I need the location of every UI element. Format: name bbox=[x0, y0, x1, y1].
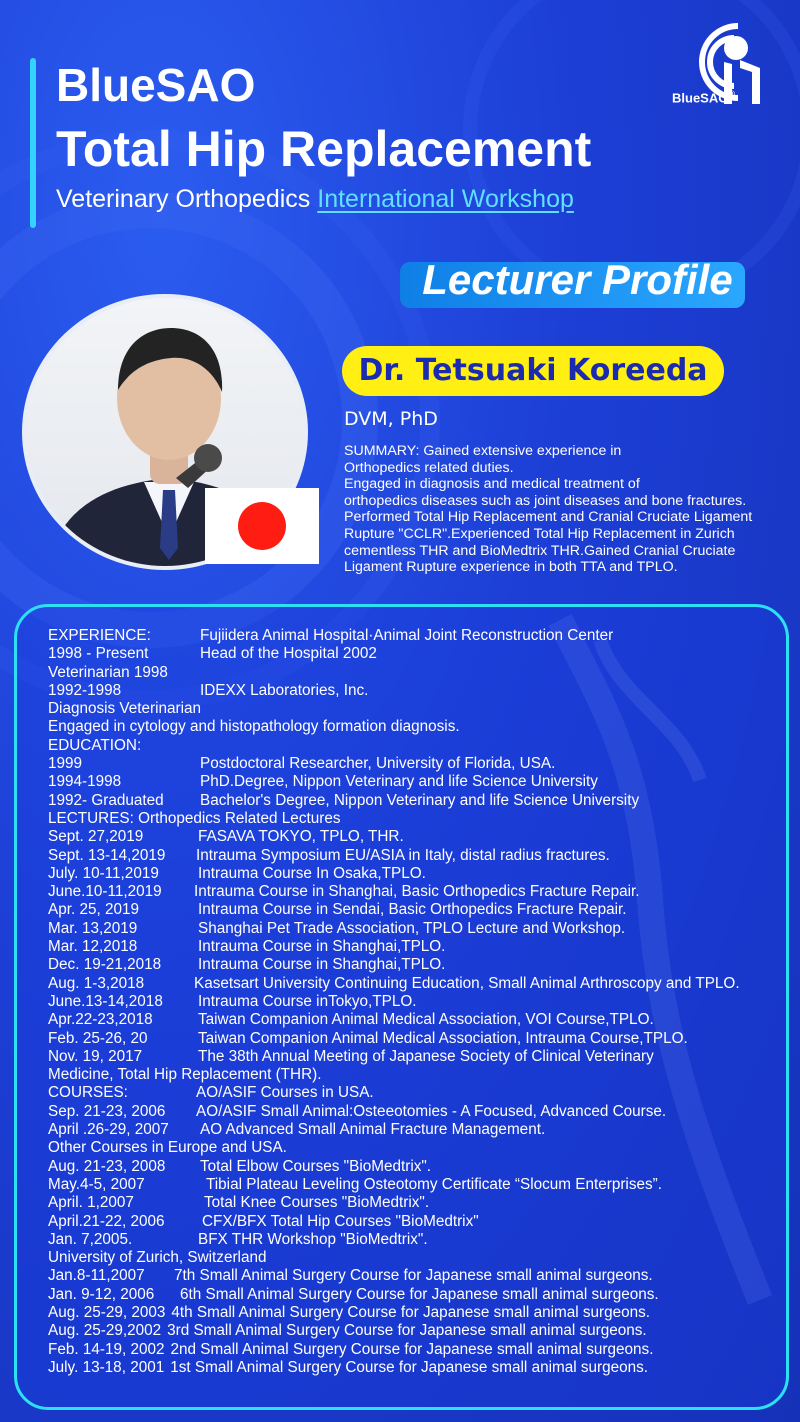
summary-line: Ligament Rupture experience in both TTA and TPLO. bbox=[344, 559, 678, 576]
timeline-row bbox=[48, 1304, 788, 1322]
timeline-value: 4th Small Animal Surgery Course for Japanese small animal surgeons. bbox=[171, 1303, 651, 1321]
timeline-value: Fujiidera Animal Hospital·Animal Joint Reconstruction Center bbox=[200, 627, 614, 644]
summary-line: Engaged in diagnosis and medical treatment of bbox=[344, 476, 640, 493]
timeline-value: Taiwan Companion Animal Medical Association, VOI Course,TPLO. bbox=[198, 1011, 654, 1029]
timeline-row bbox=[48, 1030, 788, 1048]
timeline-value: 6th Small Animal Surgery Course for Japanese small animal surgeons. bbox=[180, 1285, 659, 1303]
timeline-value: 7th Small Animal Surgery Course for Japanese small animal surgeons. bbox=[174, 1267, 653, 1285]
timeline-key: Nov. 19, 2017 bbox=[48, 1047, 143, 1065]
summary-line: cementless THR and BioMedtrix THR.Gained Cranial Cruciate bbox=[344, 542, 736, 559]
timeline-key: 1998 - Present bbox=[48, 645, 149, 663]
summary-line: Performed Total Hip Replacement and Cranial Cruciate Ligament bbox=[344, 509, 753, 526]
timeline-key: Engaged in cytology and histopathology formation diagnosis. bbox=[48, 718, 460, 736]
timeline-value: Head of the Hospital 2002 bbox=[200, 645, 377, 663]
timeline-row bbox=[48, 664, 788, 682]
timeline-key: June.13-14,2018 bbox=[48, 992, 163, 1010]
timeline-value: Total Elbow Courses "BioMedtrix". bbox=[200, 1157, 432, 1175]
timeline-key: April.21-22, 2006 bbox=[48, 1212, 165, 1230]
timeline-value: Postdoctoral Researcher, University of Florida, USA. bbox=[200, 755, 556, 773]
timeline-row bbox=[48, 1011, 788, 1029]
timeline-value: IDEXX Laboratories, Inc. bbox=[200, 681, 369, 699]
title-main: Total Hip Replacement bbox=[56, 121, 592, 177]
timeline-key: Sept. 27,2019 bbox=[48, 828, 144, 846]
timeline-row bbox=[48, 718, 788, 736]
timeline-row bbox=[48, 847, 788, 865]
timeline-key: Feb. 25-26, 20 bbox=[48, 1029, 148, 1047]
subtitle-plain: Veterinary Orthopedics bbox=[56, 185, 311, 213]
timeline-row bbox=[48, 627, 788, 645]
flag-sun-disc bbox=[238, 502, 286, 550]
timeline-row bbox=[48, 1194, 788, 1212]
timeline-key: 1994-1998 bbox=[48, 773, 122, 791]
timeline-value: The 38th Annual Meeting of Japanese Society of Clinical Veterinary bbox=[198, 1047, 654, 1065]
timeline-key: Aug. 25-29, 2003 bbox=[48, 1303, 166, 1321]
profile-heading: Lecturer Profile bbox=[422, 256, 733, 303]
timeline-row bbox=[48, 993, 788, 1011]
timeline-row bbox=[48, 975, 788, 993]
timeline-value: Intrauma Course In Osaka,TPLO. bbox=[198, 864, 426, 882]
timeline-key: April. 1,2007 bbox=[48, 1194, 134, 1212]
timeline-row bbox=[48, 938, 788, 956]
timeline-value: AO/ASIF Courses in USA. bbox=[196, 1084, 374, 1102]
timeline-key: LECTURES: Orthopedics Related Lectures bbox=[48, 809, 341, 827]
timeline-row bbox=[48, 755, 788, 773]
subtitle bbox=[56, 185, 574, 214]
timeline-row bbox=[48, 1213, 788, 1231]
subtitle-highlight: International Workshop bbox=[317, 185, 574, 213]
timeline-row bbox=[48, 1084, 788, 1102]
timeline-key: Medicine, Total Hip Replacement (THR). bbox=[48, 1066, 322, 1084]
timeline-row bbox=[48, 645, 788, 663]
timeline-row bbox=[48, 920, 788, 938]
logo-text: BlueSAO® bbox=[672, 89, 735, 106]
timeline-key: Mar. 12,2018 bbox=[48, 938, 138, 956]
timeline-value: Intrauma Symposium EU/ASIA in Italy, distal radius fractures. bbox=[196, 846, 610, 864]
lecturer-summary bbox=[344, 443, 784, 576]
summary-line: Orthopedics related duties. bbox=[344, 459, 514, 476]
timeline-key: Veterinarian 1998 bbox=[48, 663, 168, 681]
timeline-value: Intrauma Course in Sendai, Basic Orthopedics Fracture Repair. bbox=[198, 901, 627, 919]
timeline-value: Bachelor's Degree, Nippon Veterinary and life Science University bbox=[200, 791, 640, 809]
summary-line: Rupture "CCLR".Experienced Total Hip Replacement in Zurich bbox=[344, 525, 735, 542]
timeline-value: PhD.Degree, Nippon Veterinary and life Science University bbox=[200, 773, 598, 791]
timeline-value: Intrauma Course in Shanghai,TPLO. bbox=[198, 938, 446, 956]
timeline-key: Aug. 25-29,2002 bbox=[48, 1322, 162, 1340]
timeline-row bbox=[48, 1267, 788, 1285]
timeline-row bbox=[48, 682, 788, 700]
timeline-value: CFX/BFX Total Hip Courses "BioMedtrix" bbox=[202, 1212, 479, 1230]
timeline-row bbox=[48, 792, 788, 810]
timeline-key: Other Courses in Europe and USA. bbox=[48, 1139, 287, 1157]
timeline-row bbox=[48, 1139, 788, 1157]
timeline-value: FASAVA TOKYO, TPLO, THR. bbox=[198, 828, 404, 846]
timeline-key: Feb. 14-19, 2002 bbox=[48, 1340, 165, 1358]
lecturer-name: Dr. Tetsuaki Koreeda bbox=[342, 346, 724, 396]
timeline-row bbox=[48, 1066, 788, 1084]
timeline-key: 1992- Graduated bbox=[48, 791, 164, 809]
timeline-row bbox=[48, 901, 788, 919]
timeline-row bbox=[48, 828, 788, 846]
timeline-key: Sep. 21-23, 2006 bbox=[48, 1102, 166, 1120]
timeline-row bbox=[48, 1176, 788, 1194]
timeline-key: 1992-1998 bbox=[48, 681, 122, 699]
timeline-value: AO Advanced Small Animal Fracture Management. bbox=[200, 1121, 546, 1139]
timeline-row bbox=[48, 1322, 788, 1340]
timeline-key: EDUCATION: bbox=[48, 736, 142, 754]
timeline-row bbox=[48, 1286, 788, 1304]
timeline-key: Apr. 25, 2019 bbox=[48, 901, 140, 919]
timeline-row bbox=[48, 865, 788, 883]
timeline-value: Kasetsart University Continuing Education, Small Animal Arthroscopy and TPLO. bbox=[194, 974, 740, 992]
timeline-key: Jan.8-11,2007 bbox=[48, 1267, 145, 1285]
timeline-row bbox=[48, 1103, 788, 1121]
timeline-value: Intrauma Course in Shanghai,TPLO. bbox=[198, 956, 446, 974]
summary-line: orthopedics diseases such as joint diseases and bone fractures. bbox=[344, 492, 747, 509]
title-brand: BlueSAO bbox=[56, 59, 256, 111]
timeline-key: Mar. 13,2019 bbox=[48, 919, 138, 937]
timeline-key: Diagnosis Veterinarian bbox=[48, 700, 202, 718]
timeline-row bbox=[48, 1158, 788, 1176]
timeline-key: July. 13-18, 2001 bbox=[48, 1358, 165, 1376]
timeline-value: 3rd Small Animal Surgery Course for Japanese small animal surgeons. bbox=[167, 1322, 647, 1340]
timeline-row bbox=[48, 700, 788, 718]
timeline-value: Shanghai Pet Trade Association, TPLO Lecture and Workshop. bbox=[198, 919, 626, 937]
timeline-key: Jan. 7,2005. bbox=[48, 1230, 133, 1248]
timeline-key: Aug. 21-23, 2008 bbox=[48, 1157, 166, 1175]
timeline-key: April .26-29, 2007 bbox=[48, 1121, 169, 1139]
timeline-row bbox=[48, 956, 788, 974]
timeline-row bbox=[48, 1249, 788, 1267]
timeline-key: University of Zurich, Switzerland bbox=[48, 1249, 267, 1267]
timeline-key: May.4-5, 2007 bbox=[48, 1175, 145, 1193]
timeline-value: Taiwan Companion Animal Medical Association, Intrauma Course,TPLO. bbox=[198, 1029, 688, 1047]
timeline-row bbox=[48, 810, 788, 828]
timeline-row bbox=[48, 773, 788, 791]
timeline-value: Tibial Plateau Leveling Osteotomy Certificate “Slocum Enterprises”. bbox=[206, 1175, 662, 1193]
title-accent-bar bbox=[30, 58, 36, 228]
experience-timeline bbox=[48, 627, 788, 1377]
timeline-key: 1999 bbox=[48, 755, 83, 773]
timeline-value: Intrauma Course in Shanghai, Basic Orthopedics Fracture Repair. bbox=[194, 883, 640, 901]
timeline-key: Sept. 13-14,2019 bbox=[48, 846, 166, 864]
japan-flag-icon bbox=[205, 488, 319, 564]
timeline-row bbox=[48, 883, 788, 901]
timeline-key: July. 10-11,2019 bbox=[48, 864, 159, 882]
timeline-row bbox=[48, 1121, 788, 1139]
timeline-value: Total Knee Courses "BioMedtrix". bbox=[204, 1194, 430, 1212]
timeline-row bbox=[48, 1048, 788, 1066]
timeline-key: Jan. 9-12, 2006 bbox=[48, 1285, 155, 1303]
timeline-value: 2nd Small Animal Surgery Course for Japanese small animal surgeons. bbox=[170, 1340, 654, 1358]
timeline-row bbox=[48, 737, 788, 755]
timeline-row bbox=[48, 1359, 788, 1377]
timeline-key: June.10-11,2019 bbox=[48, 883, 162, 901]
timeline-value: Intrauma Course inTokyo,TPLO. bbox=[198, 992, 417, 1010]
timeline-value: BFX THR Workshop "BioMedtrix". bbox=[198, 1230, 428, 1248]
timeline-key: EXPERIENCE: bbox=[48, 627, 151, 644]
timeline-key: COURSES: bbox=[48, 1084, 128, 1102]
lecturer-degree: DVM, PhD bbox=[344, 408, 438, 430]
timeline-key: Apr.22-23,2018 bbox=[48, 1011, 153, 1029]
timeline-value: AO/ASIF Small Animal:Osteeotomies - A Focused, Advanced Course. bbox=[196, 1102, 667, 1120]
timeline-row bbox=[48, 1341, 788, 1359]
timeline-row bbox=[48, 1231, 788, 1249]
timeline-key: Aug. 1-3,2018 bbox=[48, 974, 145, 992]
timeline-key: Dec. 19-21,2018 bbox=[48, 956, 162, 974]
summary-line: SUMMARY: Gained extensive experience in bbox=[344, 443, 622, 459]
timeline-value: 1st Small Animal Surgery Course for Japanese small animal surgeons. bbox=[170, 1358, 649, 1376]
